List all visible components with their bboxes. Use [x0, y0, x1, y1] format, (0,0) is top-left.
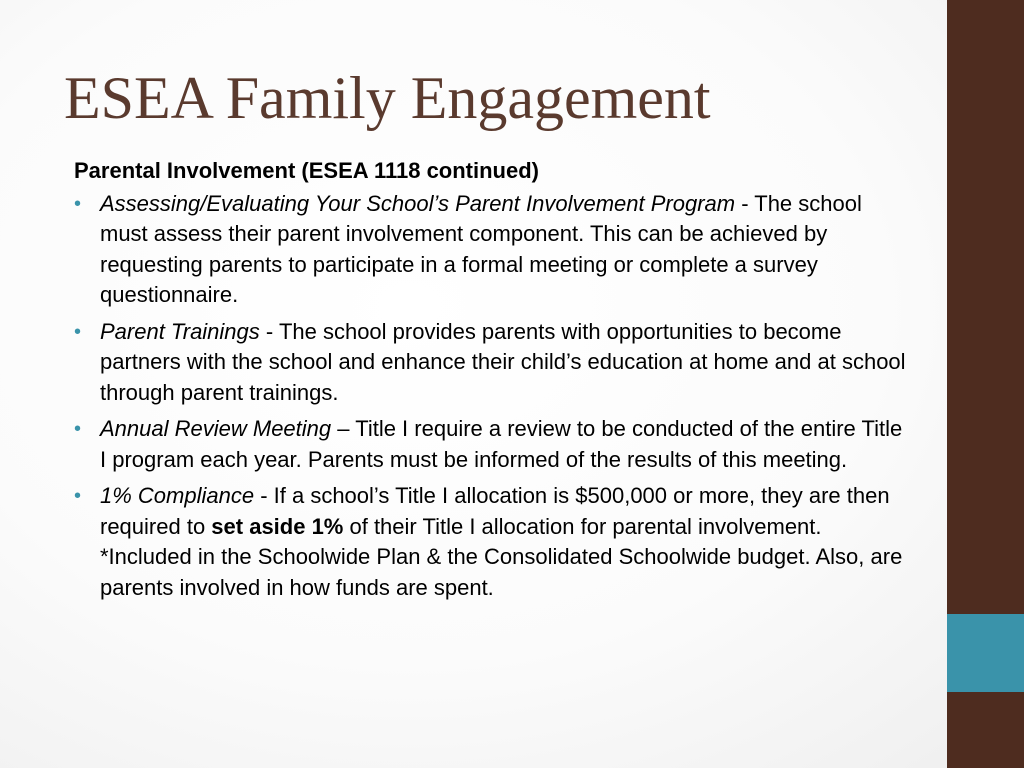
bullet-separator: - [254, 483, 274, 508]
slide-title: ESEA Family Engagement [64, 65, 711, 131]
bullet-text: The school must assess their parent involvement component. This can be achieved by requesting parents to participate in a formal meeting or complete a survey questionnaire. [100, 190, 862, 307]
bullet-separator: - [735, 190, 755, 216]
subheading: Parental Involvement (ESEA 1118 continued) [74, 158, 539, 183]
bullet-term: Assessing/Evaluating Your School’s Parent Involvement Program [100, 190, 736, 216]
bullet-text-continued: of their Title I allocation for parental involvement. *Included in the Schoolwide Plan & the Consolidated Schoolwide budget. Also, are parents involved in how funds are spent. [100, 513, 903, 600]
bullet-term: Annual Review Meeting [100, 416, 332, 441]
bullet-text: Title I require a review to be conducted of the entire Title I program each year. Parents must be informed of the results of this meeting. [100, 416, 903, 472]
bullet-text: If a school’s Title I allocation is $500,000 or more, they are then required to [100, 483, 890, 539]
bullet-separator: – [331, 416, 356, 441]
bullet-item-compliance [74, 481, 914, 603]
slide-content [74, 156, 914, 609]
bullet-text: The school provides parents with opportunities to become partners with the school and enhance their child’s education at home and at school through parent trainings. [100, 318, 906, 405]
bullet-emphasis: set aside 1% [211, 513, 344, 539]
bullet-icon: • [74, 320, 82, 343]
bullet-item-parent-trainings [74, 317, 914, 409]
bullet-item-assessing [74, 189, 914, 311]
bullet-term: 1% Compliance [100, 483, 255, 508]
bullet-icon: • [74, 485, 82, 507]
bullet-item-annual-review [74, 414, 914, 475]
bullet-icon: • [74, 418, 82, 440]
bullet-list [74, 189, 914, 604]
bullet-term: Parent Trainings [100, 318, 260, 344]
decorative-accent-block [947, 614, 1024, 692]
bullet-icon: • [74, 192, 82, 215]
bullet-separator: - [259, 318, 279, 344]
